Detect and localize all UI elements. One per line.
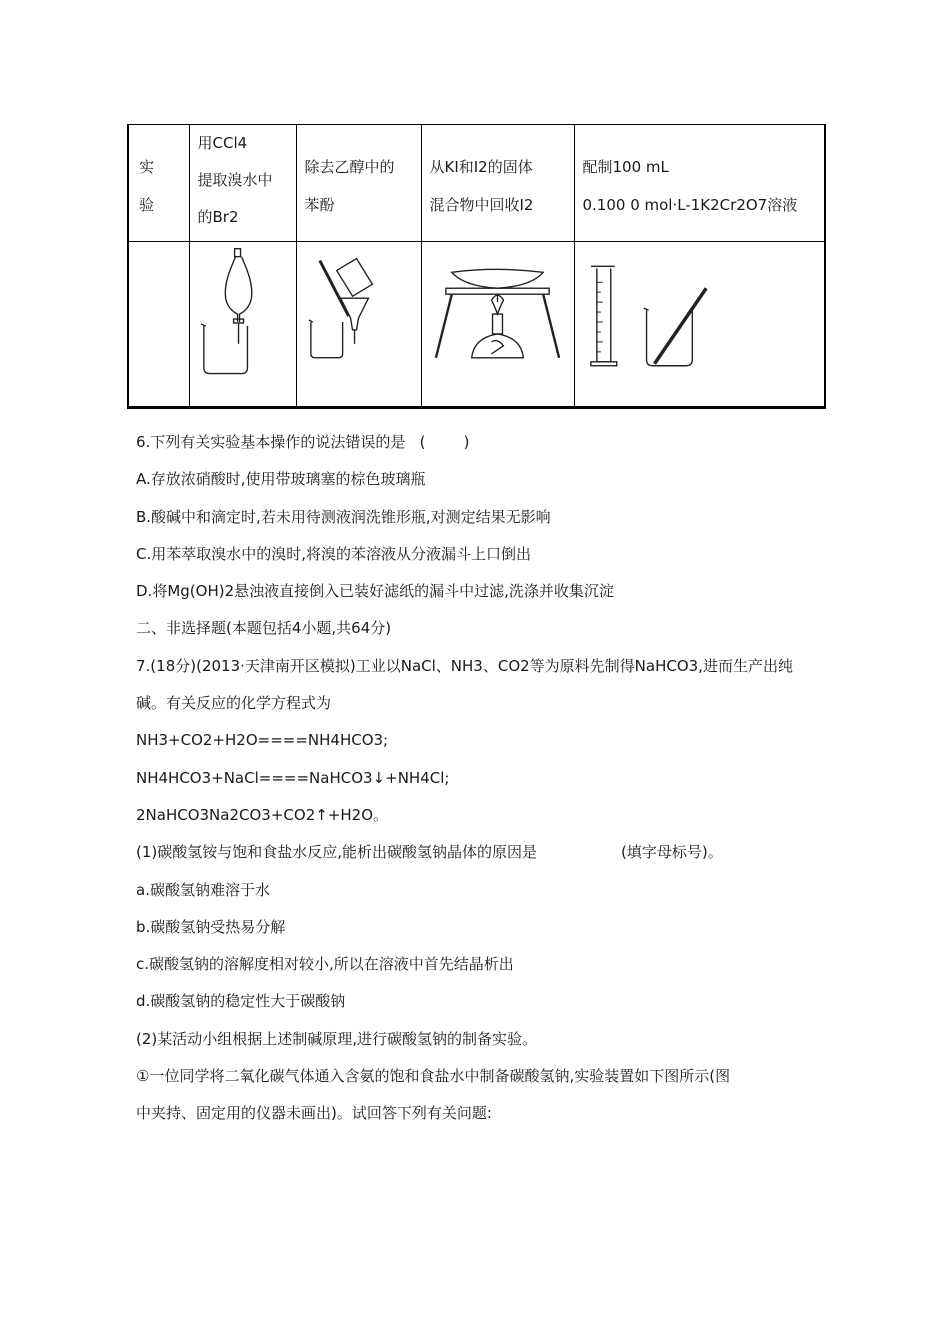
q7-line2: 碱。有关反应的化学方程式为: [136, 694, 332, 713]
evaporating-dish-tripod-icon: [422, 242, 574, 406]
cell-line: 用CCl4: [197, 134, 248, 152]
q7-choice-a: a.碳酸氢钠难溶于水: [136, 880, 270, 899]
cell-line: 苯酚: [304, 196, 335, 214]
filtration-funnel-icon: [297, 242, 421, 406]
table-cell-exp-d: [574, 125, 825, 242]
q7-line1: 7.(18分)(2013·天津南开区模拟)工业以NaCl、NH3、CO2等为原料先制得NaHCO3,进而生产出纯: [136, 656, 793, 675]
q6-stem: [136, 424, 836, 461]
q7-equation-3: 2NaHCO3Na2CO3+CO2↑+H2O。: [136, 805, 388, 824]
table-cell-pic-a: [189, 242, 296, 408]
q6-option-d: D.将Mg(OH)2悬浊液直接倒入已装好滤纸的漏斗中过滤,洗涤并收集沉淀: [136, 582, 614, 601]
cell-line: 配制100 mL: [582, 158, 669, 176]
table-cell-pic-d: [574, 242, 825, 408]
table-cell-exp-c: [421, 125, 574, 242]
q6-stem-text: 6.下列有关实验基本操作的说法错误的是: [136, 433, 406, 451]
q6-option-a: A.存放浓硝酸时,使用带玻璃塞的棕色玻璃瓶: [136, 470, 426, 489]
table-cell-empty: [128, 242, 189, 408]
cell-line: 验: [139, 196, 155, 214]
cell-line: 除去乙醇中的: [304, 158, 395, 176]
table-cell-pic-c: [421, 242, 574, 408]
table-header-row: [128, 125, 825, 242]
experiment-table: [127, 124, 826, 409]
q7-part2-1a: ①一位同学将二氧化碳气体通入含氨的饱和食盐水中制备碳酸氢钠,实验装置如下图所示(图: [136, 1067, 731, 1086]
table-cell-exp-a: [189, 125, 296, 242]
answer-paren: ( ): [419, 433, 470, 451]
separatory-funnel-icon: [190, 242, 296, 406]
cylinder-and-beaker-icon: [575, 242, 825, 406]
section-heading: 二、非选择题(本题包括4小题,共64分): [136, 619, 392, 638]
cell-line: 混合物中回收I2: [429, 196, 534, 214]
q6-option-b: B.酸碱中和滴定时,若未用待测液润洗锥形瓶,对测定结果无影响: [136, 507, 551, 526]
q6-option-c: C.用苯萃取溴水中的溴时,将溴的苯溶液从分液漏斗上口倒出: [136, 544, 532, 563]
question-text: [136, 424, 836, 1133]
q7-part2-1b: 中夹持、固定用的仪器未画出)。试回答下列有关问题:: [136, 1104, 492, 1123]
cell-line: 提取溴水中: [197, 171, 273, 189]
q7-part2: (2)某活动小组根据上述制碱原理,进行碳酸氢钠的制备实验。: [136, 1029, 538, 1048]
cell-line: 0.100 0 mol·L-1K2Cr2O7溶液: [582, 196, 798, 214]
q7-part1: [136, 834, 836, 871]
table-cell-pic-b: [296, 242, 421, 408]
cell-line: 的Br2: [197, 208, 239, 226]
table-cell-label: [128, 125, 189, 242]
q7-choice-c: c.碳酸氢钠的溶解度相对较小,所以在溶液中首先结晶析出: [136, 955, 514, 974]
q7-part1-suffix: (填字母标号)。: [621, 843, 723, 862]
q7-equation-1: NH3+CO2+H2O====NH4HCO3;: [136, 731, 389, 750]
q7-part1-text: (1)碳酸氢铵与饱和食盐水反应,能析出碳酸氢钠晶体的原因是: [136, 843, 538, 862]
cell-line: 实: [139, 158, 155, 176]
q7-choice-b: b.碳酸氢钠受热易分解: [136, 917, 286, 936]
cell-line: 从KI和I2的固体: [429, 158, 533, 176]
table-cell-exp-b: [296, 125, 421, 242]
table-picture-row: [128, 242, 825, 408]
q7-choice-d: d.碳酸氢钠的稳定性大于碳酸钠: [136, 992, 346, 1011]
q7-equation-2: NH4HCO3+NaCl====NaHCO3↓+NH4Cl;: [136, 768, 450, 787]
